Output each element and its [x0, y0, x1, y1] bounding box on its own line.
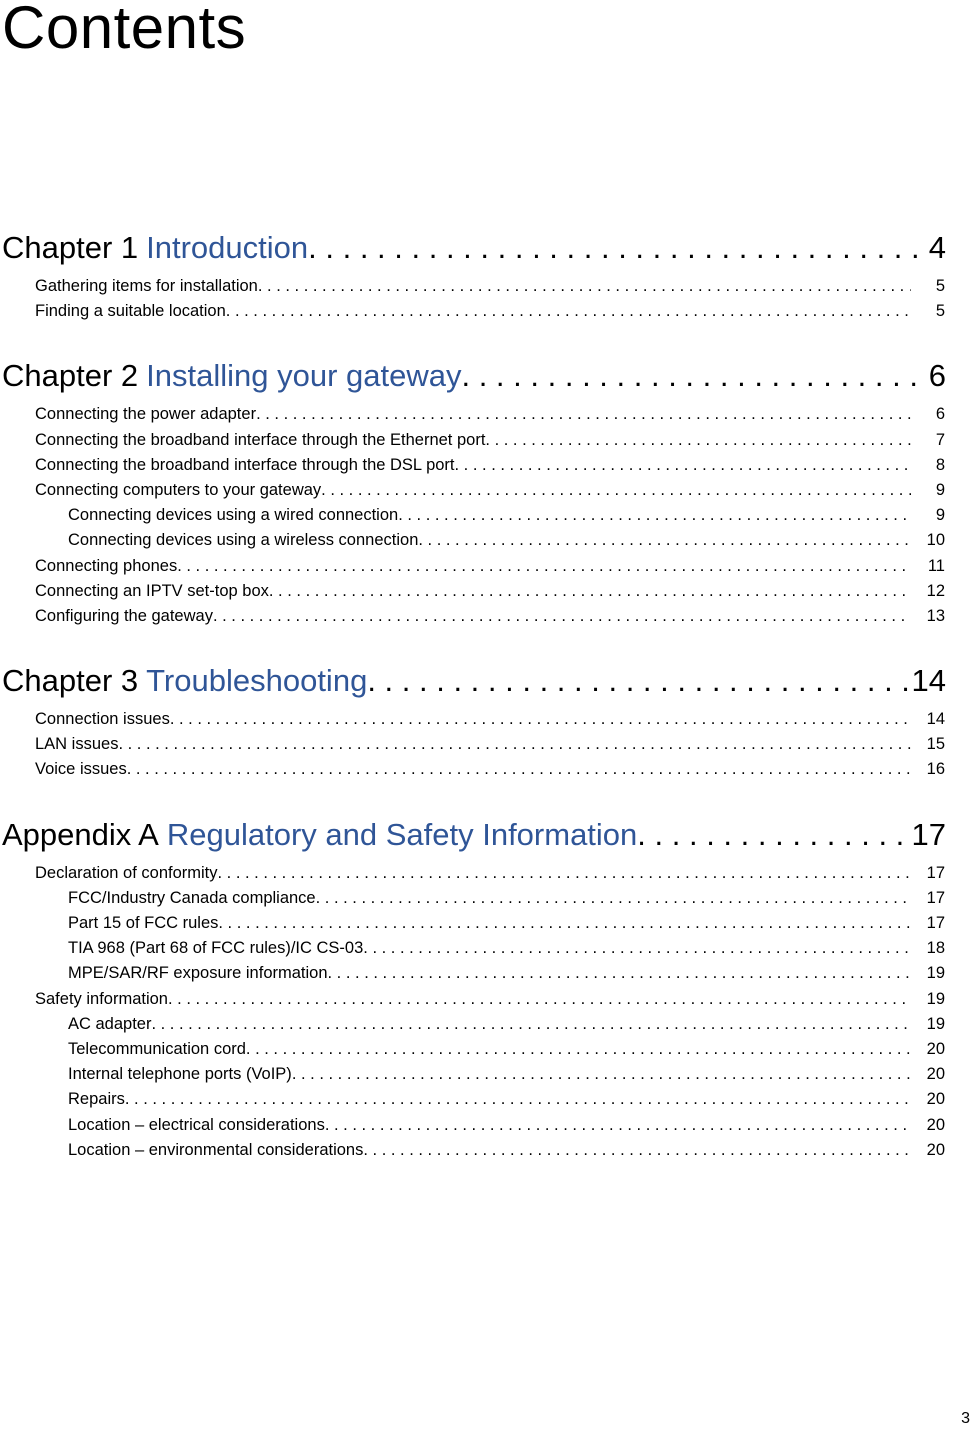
entry-page-number: 20 — [926, 1039, 945, 1058]
dot-leader — [367, 661, 907, 701]
dot-leader — [321, 478, 911, 503]
entry-page-number: 7 — [935, 430, 945, 449]
dot-leader — [418, 528, 911, 553]
chapter-page-number: 17 — [911, 816, 946, 852]
dot-leader — [118, 732, 911, 757]
entry-text: Connecting phones — [35, 556, 178, 575]
toc-subentry[interactable] — [68, 1087, 945, 1112]
entry-page-number: 6 — [935, 405, 945, 424]
toc-chapter-heading[interactable] — [2, 356, 946, 396]
entry-text: Connecting computers to your gateway — [35, 480, 322, 499]
toc-chapter-1 — [0, 228, 976, 324]
chapter-entries — [0, 402, 976, 629]
dot-leader — [292, 1062, 911, 1087]
dot-leader — [485, 428, 911, 453]
entry-text: Connecting devices using a wireless connection — [68, 531, 419, 550]
entry-text: Telecommunication cord — [68, 1039, 246, 1058]
entry-page-number: 17 — [926, 888, 945, 907]
entry-text: TIA 968 (Part 68 of FCC rules)/IC CS-03 — [68, 939, 364, 958]
entry-text: MPE/SAR/RF exposure information — [68, 964, 328, 983]
chapter-page-number: 4 — [928, 230, 946, 265]
entry-text: FCC/Industry Canada compliance — [68, 888, 316, 907]
entry-text: Connecting an IPTV set-top box — [35, 581, 269, 600]
toc-entry[interactable] — [35, 402, 945, 427]
entry-page-number: 19 — [926, 964, 945, 983]
entry-text: Configuring the gateway — [35, 606, 213, 625]
toc-entry[interactable] — [35, 274, 945, 299]
chapter-label: Chapter 2 — [2, 358, 139, 394]
entry-text: Connecting the power adapter — [35, 405, 257, 424]
toc-subentry[interactable] — [68, 1062, 945, 1087]
toc-entry[interactable] — [35, 554, 945, 579]
dot-leader — [455, 453, 911, 478]
chapter-entries — [0, 861, 976, 1163]
toc-subentry[interactable] — [68, 503, 945, 528]
entry-page-number: 17 — [926, 863, 945, 882]
entry-page-number: 16 — [926, 760, 945, 779]
chapter-title: Introduction — [146, 230, 309, 265]
dot-leader — [328, 961, 911, 986]
toc-chapter-heading[interactable] — [2, 815, 946, 855]
entry-text: Location – environmental considerations — [68, 1140, 364, 1159]
toc-entry[interactable] — [35, 428, 945, 453]
dot-leader — [363, 936, 911, 961]
entry-text: Internal telephone ports (VoIP) — [68, 1065, 292, 1084]
dot-leader — [177, 554, 911, 579]
toc-entry[interactable] — [35, 707, 945, 732]
entry-text: Connecting devices using a wired connection — [68, 506, 399, 525]
toc-subentry[interactable] — [68, 936, 945, 961]
toc-chapter-2 — [0, 356, 976, 629]
dot-leader — [151, 1012, 911, 1037]
dot-leader — [218, 861, 912, 886]
chapter-title: Regulatory and Safety Information — [166, 816, 638, 852]
dot-leader — [325, 1113, 911, 1138]
entry-text: AC adapter — [68, 1014, 152, 1033]
entry-page-number: 13 — [926, 606, 945, 625]
entry-page-number: 5 — [935, 302, 945, 321]
toc-entry[interactable] — [35, 604, 945, 629]
entry-page-number: 18 — [926, 939, 945, 958]
page-title: Contents — [2, 0, 247, 61]
chapter-page-number: 6 — [928, 358, 946, 394]
entry-page-number: 19 — [926, 989, 945, 1008]
entry-page-number: 19 — [926, 1014, 945, 1033]
entry-text: Finding a suitable location — [35, 302, 226, 321]
entry-page-number: 9 — [935, 506, 945, 525]
toc-entry[interactable] — [35, 478, 945, 503]
dot-leader — [170, 707, 911, 732]
chapter-page-number: 14 — [911, 663, 946, 699]
dot-leader — [218, 911, 911, 936]
toc-subentry[interactable] — [68, 961, 945, 986]
chapter-label: Chapter 3 — [2, 663, 139, 699]
entry-text: Part 15 of FCC rules — [68, 914, 219, 932]
page-number: 3 — [961, 1410, 970, 1427]
dot-leader — [398, 503, 911, 528]
chapter-label: Chapter 1 — [2, 230, 139, 265]
entry-page-number: 20 — [926, 1065, 945, 1084]
entry-page-number: 14 — [926, 710, 945, 729]
dot-leader — [226, 299, 911, 324]
toc-entry[interactable] — [35, 861, 945, 886]
entry-text: Repairs — [68, 1090, 125, 1109]
entry-text: Voice issues — [35, 760, 127, 779]
toc-entry[interactable] — [35, 453, 945, 478]
toc-subentry[interactable] — [68, 1138, 945, 1163]
dot-leader — [125, 1087, 911, 1112]
entry-page-number: 10 — [926, 531, 945, 550]
entry-text: Connecting the broadband interface through the Ethernet port — [35, 430, 486, 449]
table-of-contents — [0, 228, 976, 1195]
toc-subentry[interactable] — [68, 528, 945, 553]
dot-leader — [308, 228, 925, 268]
chapter-label: Appendix A — [2, 816, 159, 852]
toc-entry[interactable] — [35, 299, 945, 324]
toc-entry[interactable] — [35, 732, 945, 757]
dot-leader — [637, 815, 907, 855]
dot-leader — [246, 1037, 911, 1062]
dot-leader — [461, 356, 924, 396]
dot-leader — [363, 1138, 911, 1163]
entry-text: Connecting the broadband interface through the DSL port — [35, 455, 455, 474]
entry-text: Safety information — [35, 989, 168, 1008]
dot-leader — [258, 274, 911, 299]
dot-leader — [168, 987, 911, 1012]
entry-text: Gathering items for installation — [35, 277, 258, 295]
chapter-entries — [0, 707, 976, 783]
toc-subentry[interactable] — [68, 886, 945, 911]
entry-page-number: 9 — [935, 480, 945, 499]
toc-entry[interactable] — [35, 579, 945, 604]
entry-text: Connection issues — [35, 710, 170, 729]
toc-entry[interactable] — [35, 987, 945, 1012]
chapter-title: Installing your gateway — [146, 358, 462, 394]
entry-page-number: 11 — [927, 556, 945, 575]
entry-text: Declaration of conformity — [35, 863, 218, 882]
entry-page-number: 17 — [926, 914, 945, 932]
entry-page-number: 8 — [935, 455, 945, 474]
entry-page-number: 20 — [926, 1090, 945, 1109]
toc-chapter-heading[interactable] — [2, 661, 946, 701]
entry-text: LAN issues — [35, 735, 119, 754]
dot-leader — [256, 402, 911, 427]
toc-subentry[interactable] — [68, 1037, 945, 1062]
toc-chapter-3 — [0, 661, 976, 783]
dot-leader — [269, 579, 911, 604]
toc-subentry[interactable] — [68, 1012, 945, 1037]
entry-page-number: 15 — [926, 735, 945, 754]
toc-subentry[interactable] — [68, 1113, 945, 1138]
entry-text: Location – electrical considerations — [68, 1115, 325, 1134]
dot-leader — [316, 886, 911, 911]
toc-chapter-heading[interactable] — [2, 228, 946, 268]
chapter-title: Troubleshooting — [146, 663, 368, 699]
toc-entry[interactable] — [35, 757, 945, 782]
toc-appendix-a — [0, 815, 976, 1163]
entry-page-number: 5 — [935, 277, 945, 295]
toc-subentry[interactable] — [68, 911, 945, 936]
entry-page-number: 20 — [926, 1115, 945, 1134]
dot-leader — [213, 604, 911, 629]
entry-page-number: 20 — [926, 1140, 945, 1159]
entry-page-number: 12 — [926, 581, 945, 600]
chapter-entries — [0, 274, 976, 324]
dot-leader — [127, 757, 911, 782]
